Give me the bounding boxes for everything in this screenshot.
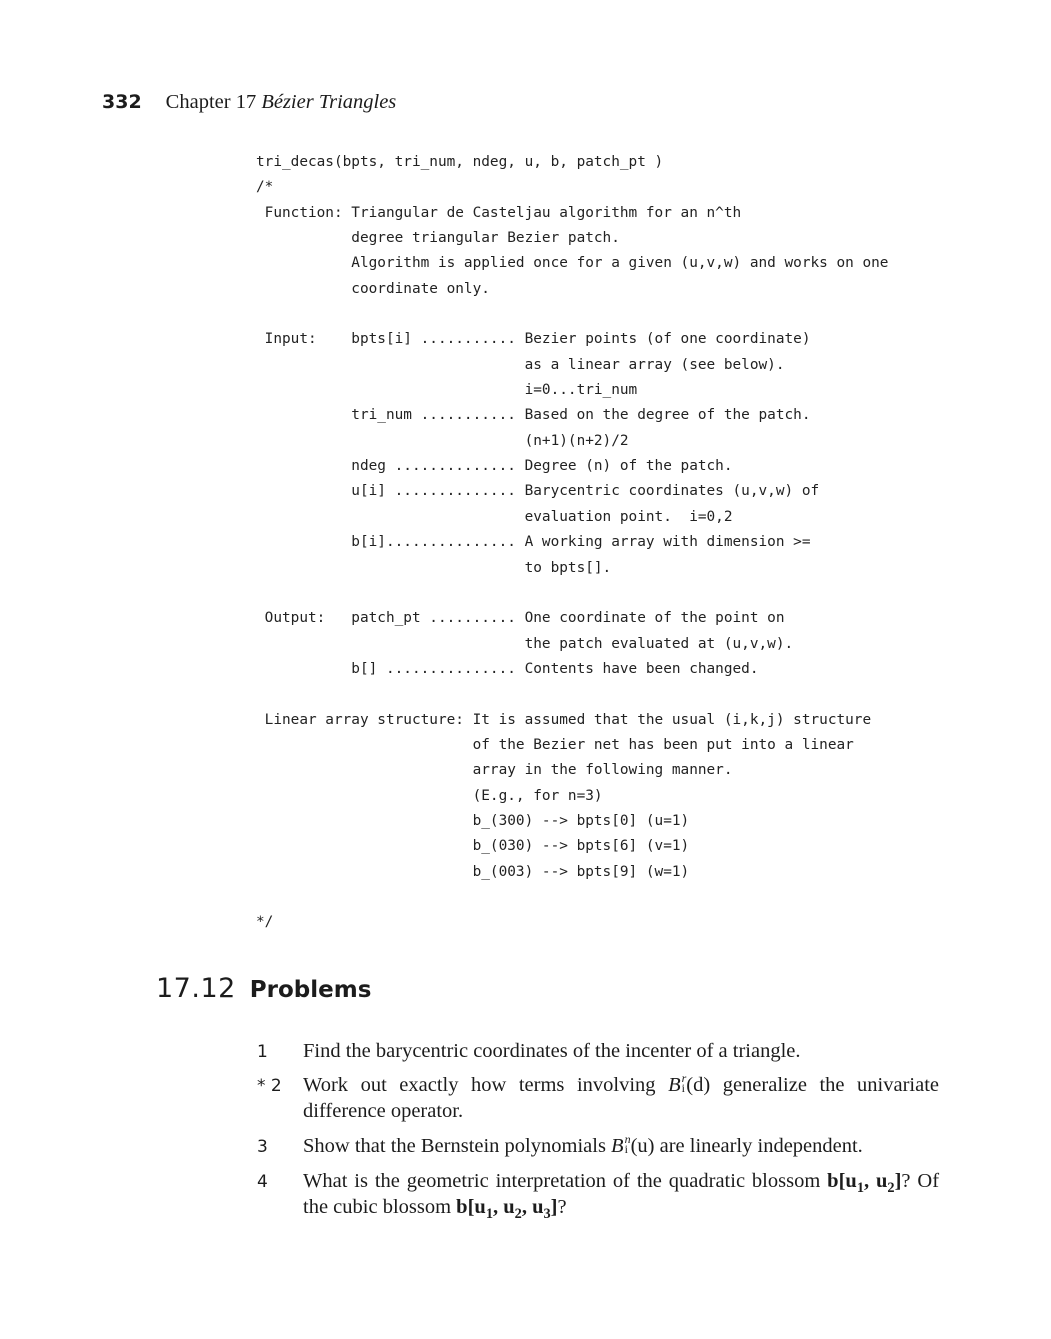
code-listing: tri_decas(bpts, tri_num, ndeg, u, b, patch_pt ) /* Function: Triangular de Casteljau algorithm for an n^th degree triangular Bezier patch. Algorithm is applied once for a given (u,v,w) and works on one coordinate only. Input: bpts[i] ........... Bezier points (of one coordinate) as a linear array (see below). i=0...tri_num tri_num ........... Based on the degree of the patch. (n+1)(n+2)/2 ndeg .............. Degree (n) of the patch. u[i] .............. Barycentric coordinates (u,v,w) of evaluation point. i=0,2 b[i]............... A working array with dimension >= to bpts[]. Output: patch_pt .......... One coordinate of the point on the patch evaluated at (u,v,w). b[] ............... Contents have been changed. Linear array structure: It is assumed that the usual (i,k,j) structure of the Bezier net has been put into a linear array in the following manner. (E.g., for n=3) b_(300) --> bpts[0] (u=1) b_(030) --> bpts[6] (v=1) b_(003) --> bpts[9] (w=1) */ bbox=[256, 154, 889, 931]
problem-text: Show that the Bernstein polynomials bbox=[303, 1135, 612, 1157]
chapter-title: Bézier Triangles bbox=[261, 91, 397, 113]
problem-text: are linearly independent. bbox=[654, 1135, 863, 1157]
problem-number: * 2 bbox=[257, 1076, 282, 1096]
problem-item bbox=[257, 1071, 939, 1124]
problem-text: ? bbox=[557, 1196, 567, 1218]
math-indices: n i bbox=[624, 1132, 631, 1157]
problem-item bbox=[257, 1038, 939, 1064]
section-title: Problems bbox=[249, 977, 372, 1003]
running-header bbox=[102, 91, 396, 121]
math-symbol: B bbox=[611, 1135, 624, 1157]
problem-text: Find the barycentric coordinates of the incenter of a triangle. bbox=[303, 1040, 801, 1062]
problem-number: 4 bbox=[257, 1172, 268, 1192]
section-number: 17.12 bbox=[156, 973, 236, 1004]
problem-text: ? Of the cubic blossom bbox=[303, 1170, 940, 1218]
math-symbol: B bbox=[668, 1074, 681, 1096]
problem-number: 3 bbox=[257, 1137, 268, 1157]
problem-number: 1 bbox=[257, 1042, 268, 1062]
blossom-expression: $b[u_1$, $u_2$] bbox=[827, 1170, 902, 1197]
math-indices: r i bbox=[681, 1071, 687, 1096]
blossom-expression: $b[u_1$, $u_2$, $u_3$] bbox=[456, 1196, 558, 1223]
problem-text: What is the geometric interpretation of the quadratic blossom bbox=[303, 1170, 828, 1192]
problem-item bbox=[257, 1132, 939, 1159]
chapter-label: Chapter 17 bbox=[165, 91, 257, 113]
problem-item bbox=[257, 1168, 940, 1223]
page-number: 332 bbox=[102, 91, 142, 113]
problem-text: generalize the univariate difference operator. bbox=[303, 1074, 939, 1122]
math-argument: (d) bbox=[686, 1074, 711, 1096]
problem-text: Work out exactly how terms involving bbox=[303, 1074, 669, 1096]
math-argument: (u) bbox=[630, 1135, 655, 1157]
section-heading bbox=[156, 973, 371, 1004]
